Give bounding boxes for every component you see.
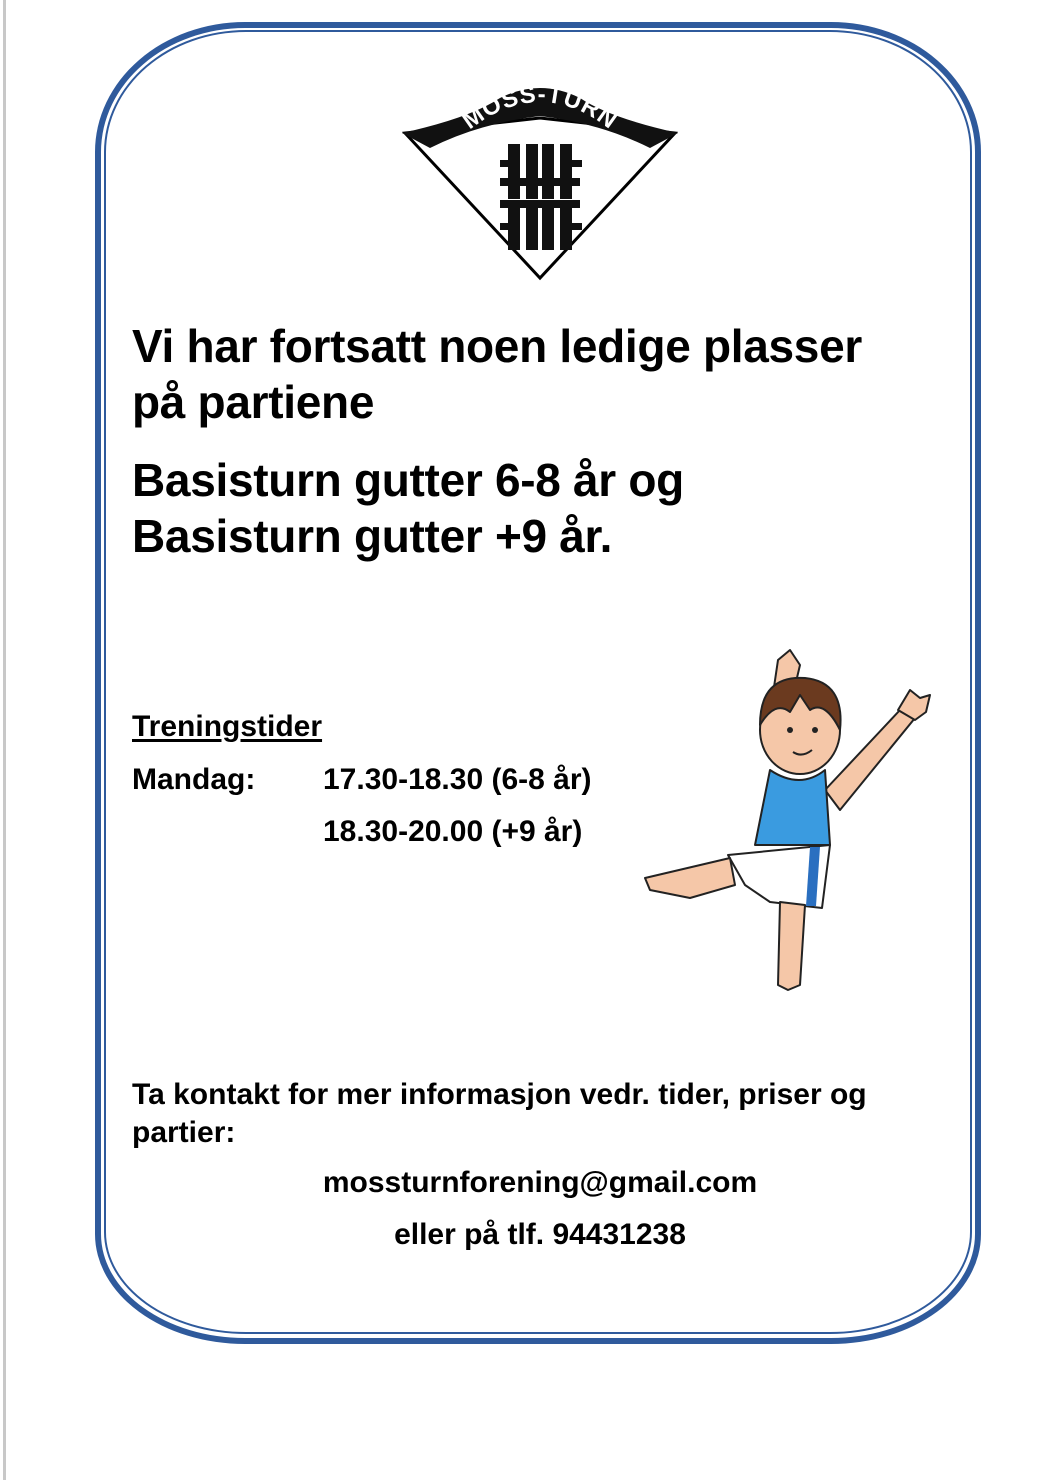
schedule-time-1: 17.30-18.30 (6-8 år) <box>323 763 592 796</box>
page-edge <box>3 0 6 1480</box>
contact-info: Ta kontakt for mer informasjon vedr. tider, priser og partier: <box>132 1078 867 1149</box>
schedule-day: Mandag: <box>132 763 256 796</box>
headline <box>132 318 862 430</box>
contact-email[interactable]: mossturnforening@gmail.com <box>322 1166 758 1199</box>
headline-line-2: på partiene <box>132 376 375 428</box>
moss-turn-logo <box>400 78 680 283</box>
gymnast-illustration <box>630 640 940 1005</box>
headline-line-1: Vi har fortsatt noen ledige plasser <box>132 320 862 372</box>
schedule-time-2: 18.30-20.00 (+9 år) <box>323 815 583 848</box>
group-line-2: Basisturn gutter +9 år. <box>132 510 613 562</box>
group-line-1: Basisturn gutter 6-8 år og <box>132 454 684 506</box>
groups-heading <box>132 452 684 564</box>
contact-phone: eller på tlf. 94431238 <box>394 1218 686 1251</box>
svg-text:MOSS-TURN: MOSS-TURN <box>457 80 623 135</box>
schedule-title: Treningstider <box>132 710 323 743</box>
